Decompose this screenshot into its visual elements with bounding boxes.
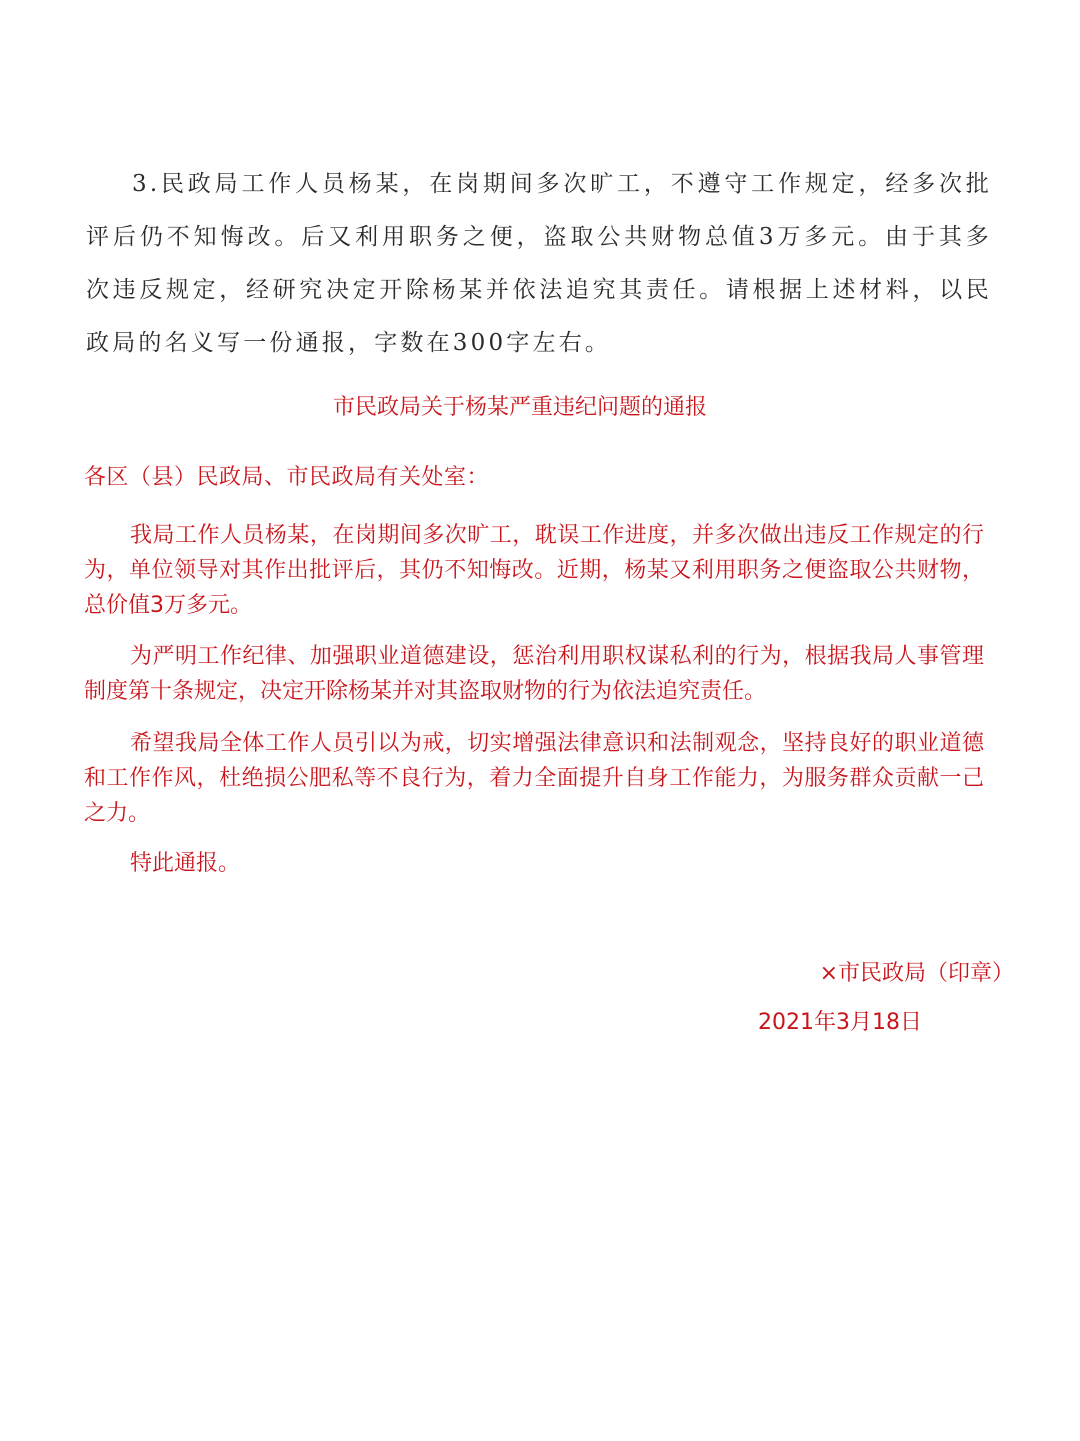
notice-paragraph-warning: 希望我局全体工作人员引以为戒，切实增强法律意识和法制观念，坚持良好的职业道德和工作作风，杜绝损公肥私等不良行为，着力全面提升自身工作能力，为服务群众贡献一己之力。 <box>84 731 984 826</box>
notice-paragraph-decision: 为严明工作纪律、加强职业道德建设，惩治利用职权谋私利的行为，根据我局人事管理制度第十条规定，决定开除杨某并对其盗取财物的行为依法追究责任。 <box>84 644 984 704</box>
exam-question: 3.民政局工作人员杨某，在岗期间多次旷工，不遵守工作规定，经多次批评后仍不知悔改。后又利用职务之便，盗取公共财物总值3万多元。由于其多次违反规定，经研究决定开除杨某并依法追究其责任。请根据上述材料，以民政局的名义写一份通报，字数在300字左右。 <box>86 171 992 356</box>
notice-paragraph-facts: 我局工作人员杨某，在岗期间多次旷工，耽误工作进度，并多次做出违反工作规定的行为，单位领导对其作出批评后，其仍不知悔改。近期，杨某又利用职务之便盗取公共财物，总价值3万多元。 <box>84 523 984 618</box>
notice-paragraph-closing: 特此通报。 <box>130 851 241 876</box>
notice-title: 市民政局关于杨某严重违纪问题的通报 <box>332 395 707 420</box>
notice-date: 2021年3月18日 <box>758 1010 922 1035</box>
notice-salutation: 各区（县）民政局、市民政局有关处室： <box>84 465 490 490</box>
notice-signer: ×市民政局（印章） <box>819 961 1014 986</box>
